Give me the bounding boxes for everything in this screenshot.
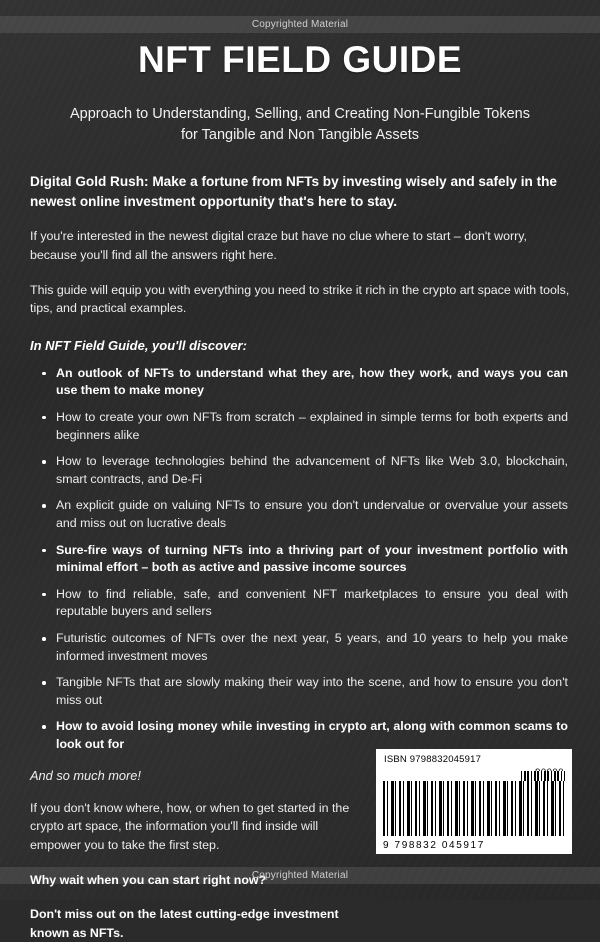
- list-item: How to avoid losing money while investing in crypto art, along with common scams to look out for: [38, 718, 570, 753]
- book-subtitle: Approach to Understanding, Selling, and Creating Non-Fungible Tokens for Tangible and Non Tangible Assets: [70, 105, 530, 143]
- list-item: How to create your own NFTs from scratch – explained in simple terms for both experts and beginners alike: [38, 409, 570, 444]
- closing-paragraph-1: If you don't know where, how, or when to get started in the crypto art space, the information you'll find inside will empower you to take the first step.: [30, 800, 350, 852]
- copyright-watermark-top-label: Copyrighted Material: [251, 19, 349, 30]
- closing-paragraph-2: Why wait when you can start right now?: [30, 872, 267, 887]
- intro-paragraph-1: If you're interested in the newest digital craze but have no clue where to start – don't worry, because you'll find all the answers right here.: [30, 229, 527, 262]
- list-item: Tangible NFTs that are slowly making their way into the scene, and how to ensure you don't miss out: [38, 674, 570, 709]
- list-item: An explicit guide on valuing NFTs to ensure you don't undervalue or overvalue your assets and miss out on lucrative deals: [38, 497, 570, 532]
- intro-paragraph-2: This guide will equip you with everything you need to strike it rich in the crypto art space with tools, tips, and practical examples.: [30, 282, 570, 316]
- copyright-watermark-bottom-label: Copyrighted Material: [251, 870, 349, 881]
- list-item: How to leverage technologies behind the advancement of NFTs like Web 3.0, blockchain, smart contracts, and De-Fi: [38, 453, 570, 488]
- feature-bullet-list: [30, 365, 570, 754]
- list-item: Futuristic outcomes of NFTs over the next year, 5 years, and 10 years to help you make informed investment moves: [38, 630, 570, 665]
- barcode-digits: 9 798832 045917: [383, 840, 485, 851]
- copyright-watermark-bottom: [0, 867, 600, 884]
- list-item: An outlook of NFTs to understand what they are, how they work, and ways you can use them to make money: [38, 365, 570, 400]
- barcode-bars: [383, 781, 565, 836]
- book-title: NFT FIELD GUIDE: [137, 39, 463, 80]
- and-so-much-more: And so much more!: [30, 767, 141, 783]
- isbn-barcode: [376, 749, 572, 854]
- list-item: Sure-fire ways of turning NFTs into a thriving part of your investment portfolio with minimal effort – both as active and passive income sources: [38, 542, 570, 577]
- lead-paragraph: Digital Gold Rush: Make a fortune from NFTs by investing wisely and safely in the newest online investment opportunity that's here to stay.: [30, 173, 557, 209]
- closing-paragraph-3: Don't miss out on the latest cutting-edge investment known as NFTs.: [30, 907, 339, 940]
- discover-heading: In NFT Field Guide, you'll discover:: [30, 337, 247, 353]
- isbn-label: ISBN 9798832045917: [384, 754, 482, 765]
- list-item: How to find reliable, safe, and convenient NFT marketplaces to ensure you deal with reputable buyers and sellers: [38, 586, 570, 621]
